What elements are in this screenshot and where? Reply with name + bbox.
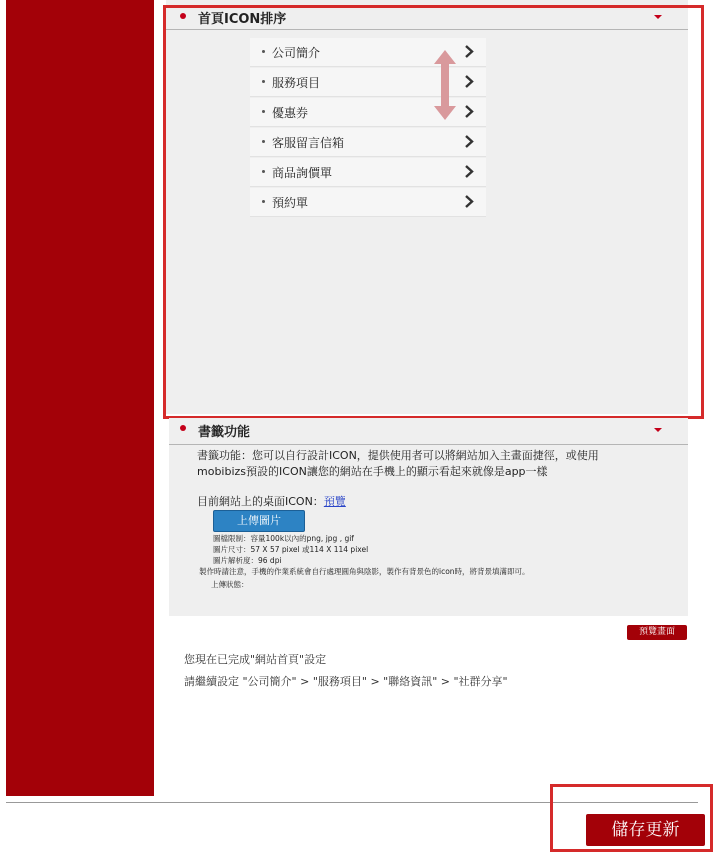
bookmark-header[interactable] <box>169 418 688 445</box>
continue-message: 請繼續設定 "公司簡介" > "服務項目" > "聯絡資訊" > "社群分享" <box>184 675 508 688</box>
list-item-label: 預約單 <box>272 196 309 210</box>
list-item-label: 客服留言信箱 <box>272 136 345 150</box>
desc-line: 書籤功能：您可以自行設計ICON，提供使用者可以將網站加入主畫面捷徑，或使用 <box>197 449 599 462</box>
list-item-label: 商品詢價單 <box>272 166 333 180</box>
desc-line: mobibizs預設的ICON讓您的網站在手機上的顯示看起來就像是app一樣 <box>197 465 548 478</box>
current-icon-label: 目前網站上的桌面ICON： <box>197 495 324 508</box>
bookmark-panel <box>169 418 688 616</box>
bookmark-title: 書籤功能 <box>198 425 251 440</box>
upload-status: 上傳狀態： <box>211 580 249 589</box>
completion-message: 您現在已完成"網站首頁"設定 <box>184 653 327 666</box>
caret-down-icon[interactable] <box>654 428 662 432</box>
left-sidebar <box>6 0 154 796</box>
preview-link[interactable]: 預覽 <box>323 495 346 508</box>
list-item-label: 服務項目 <box>272 76 321 90</box>
preview-page-button[interactable]: 預覽畫面 <box>627 625 687 640</box>
highlight-box-icon-order <box>163 5 704 419</box>
upload-image-button[interactable]: 上傳圖片 <box>213 510 305 532</box>
note-line: 製作時請注意，手機的作業系統會自行處理圓角與陰影，製作有背景色的icon時，將背景填滿即可。 <box>199 567 530 576</box>
list-item-label: 優惠券 <box>272 106 309 120</box>
note-line: 圖檔限制：容量100k以內的png, jpg , gif <box>213 534 354 543</box>
list-item-label: 公司簡介 <box>272 46 321 60</box>
note-line: 圖片尺寸：57 X 57 pixel 或114 X 114 pixel <box>213 545 369 554</box>
note-line: 圖片解析度：96 dpi <box>213 556 282 565</box>
upload-notes <box>199 533 530 590</box>
current-icon-row <box>197 493 346 509</box>
bookmark-description <box>197 448 657 480</box>
save-update-button[interactable]: 儲存更新 <box>586 814 705 846</box>
icon-order-title: 首頁ICON排序 <box>198 12 287 27</box>
red-dot-bullet-icon <box>180 425 186 431</box>
highlight-box-save <box>550 784 713 852</box>
